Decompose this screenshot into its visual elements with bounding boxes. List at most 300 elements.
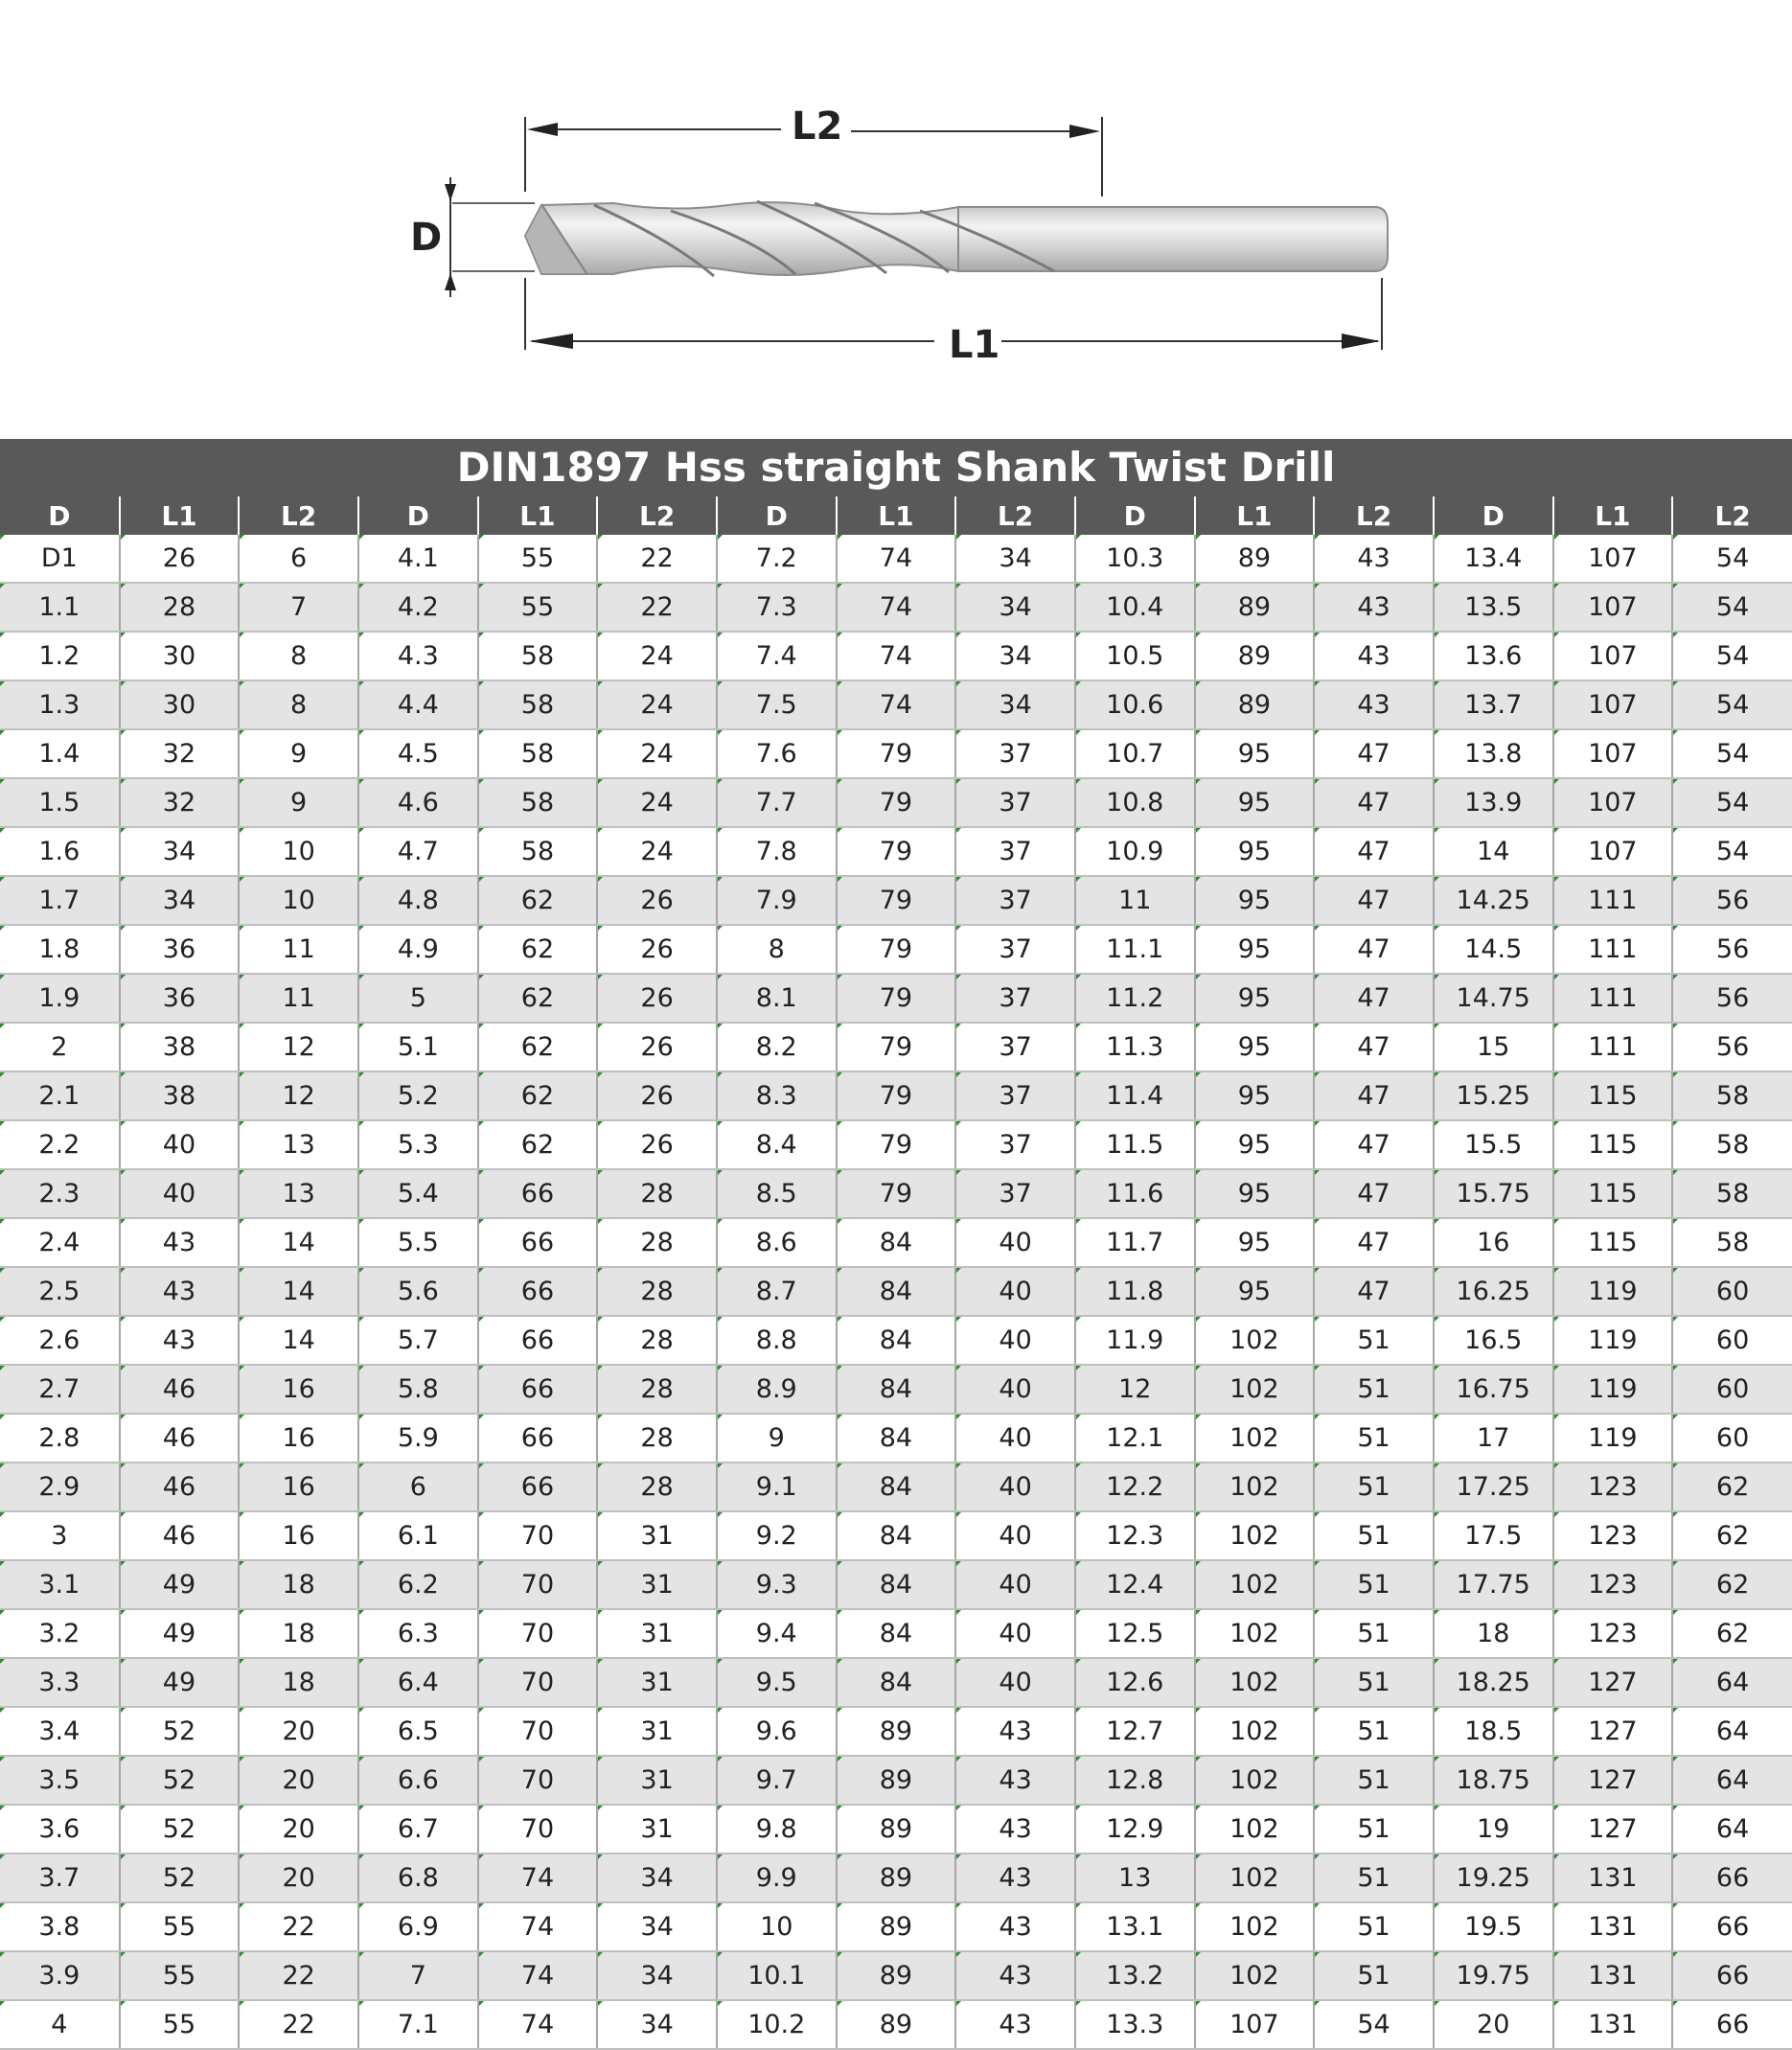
table-cell: 15 xyxy=(1434,1023,1553,1071)
table-cell: 47 xyxy=(1314,729,1434,778)
table-cell: 14.5 xyxy=(1434,925,1553,974)
table-cell: 28 xyxy=(597,1414,717,1463)
table-cell: 5.3 xyxy=(358,1120,478,1169)
table-cell: 64 xyxy=(1672,1658,1792,1707)
table-cell: 13.3 xyxy=(1075,2000,1195,2049)
table-cell: 28 xyxy=(597,1267,717,1316)
table-cell: 34 xyxy=(597,1902,717,1951)
table-cell: 4.4 xyxy=(358,680,478,729)
table-cell: 7.3 xyxy=(717,583,837,632)
table-cell: 9.5 xyxy=(717,1658,837,1707)
table-cell: 51 xyxy=(1314,1707,1434,1756)
table-cell: 31 xyxy=(597,1707,717,1756)
table-cell: 43 xyxy=(955,1805,1075,1854)
table-cell: 79 xyxy=(837,1120,956,1169)
table-cell: 8.1 xyxy=(717,974,837,1023)
table-cell: 54 xyxy=(1672,680,1792,729)
table-row xyxy=(0,1414,1792,1463)
table-cell: 6.8 xyxy=(358,1854,478,1902)
table-cell: 102 xyxy=(1195,1805,1315,1854)
table-cell: 89 xyxy=(1195,583,1315,632)
table-cell: 58 xyxy=(478,632,598,680)
table-cell: 4 xyxy=(0,2000,120,2049)
table-cell: 62 xyxy=(478,925,598,974)
table-cell: 95 xyxy=(1195,1023,1315,1071)
table-cell: 51 xyxy=(1314,1805,1434,1854)
table-cell: 8.6 xyxy=(717,1218,837,1267)
table-cell: 107 xyxy=(1195,2000,1315,2049)
table-cell: 66 xyxy=(1672,1854,1792,1902)
table-row xyxy=(0,680,1792,729)
table-cell: 70 xyxy=(478,1560,598,1609)
table-cell: 49 xyxy=(120,1658,240,1707)
table-row xyxy=(0,1560,1792,1609)
column-header: L1 xyxy=(1195,496,1315,535)
table-cell: 37 xyxy=(955,827,1075,876)
table-cell: 79 xyxy=(837,1169,956,1218)
table-cell: 107 xyxy=(1553,680,1673,729)
table-title: DIN1897 Hss straight Shank Twist Drill xyxy=(0,439,1792,496)
table-cell: 58 xyxy=(478,680,598,729)
table-row xyxy=(0,1805,1792,1854)
table-cell: 11.7 xyxy=(1075,1218,1195,1267)
table-cell: 12.8 xyxy=(1075,1756,1195,1805)
table-cell: 107 xyxy=(1553,632,1673,680)
table-cell: 115 xyxy=(1553,1071,1673,1120)
table-cell: 62 xyxy=(478,1120,598,1169)
table-cell: 56 xyxy=(1672,1023,1792,1071)
table-row xyxy=(0,2000,1792,2049)
table-cell: 28 xyxy=(597,1316,717,1365)
table-cell: 43 xyxy=(955,1707,1075,1756)
table-cell: 123 xyxy=(1553,1511,1673,1560)
table-row xyxy=(0,729,1792,778)
table-cell: 64 xyxy=(1672,1707,1792,1756)
table-cell: 89 xyxy=(1195,632,1315,680)
table-cell: 19.25 xyxy=(1434,1854,1553,1902)
table-cell: 17.25 xyxy=(1434,1463,1553,1511)
table-cell: 79 xyxy=(837,729,956,778)
table-cell: 47 xyxy=(1314,778,1434,827)
table-cell: 19 xyxy=(1434,1805,1553,1854)
table-cell: 74 xyxy=(478,1951,598,2000)
column-header: D xyxy=(1075,496,1195,535)
table-cell: 127 xyxy=(1553,1707,1673,1756)
table-cell: 115 xyxy=(1553,1120,1673,1169)
table-cell: 40 xyxy=(120,1120,240,1169)
table-cell: 84 xyxy=(837,1267,956,1316)
table-cell: 74 xyxy=(837,632,956,680)
table-cell: 62 xyxy=(1672,1511,1792,1560)
table-cell: 95 xyxy=(1195,1267,1315,1316)
table-cell: 111 xyxy=(1553,876,1673,925)
table-cell: 24 xyxy=(597,778,717,827)
table-cell: 40 xyxy=(955,1463,1075,1511)
table-cell: 51 xyxy=(1314,1902,1434,1951)
table-row xyxy=(0,1316,1792,1365)
table-row xyxy=(0,1463,1792,1511)
table-cell: 32 xyxy=(120,778,240,827)
table-cell: 102 xyxy=(1195,1658,1315,1707)
table-cell: 70 xyxy=(478,1707,598,1756)
table-cell: 3 xyxy=(0,1511,120,1560)
table-cell: 24 xyxy=(597,729,717,778)
table-cell: 107 xyxy=(1553,827,1673,876)
table-cell: 31 xyxy=(597,1560,717,1609)
table-cell: 64 xyxy=(1672,1805,1792,1854)
table-cell: 70 xyxy=(478,1658,598,1707)
table-row xyxy=(0,632,1792,680)
table-cell: 60 xyxy=(1672,1316,1792,1365)
table-cell: 51 xyxy=(1314,1511,1434,1560)
table-cell: 40 xyxy=(955,1511,1075,1560)
table-cell: 31 xyxy=(597,1658,717,1707)
table-cell: 1.1 xyxy=(0,583,120,632)
table-cell: 2.2 xyxy=(0,1120,120,1169)
table-cell: 51 xyxy=(1314,1951,1434,2000)
table-cell: 9 xyxy=(717,1414,837,1463)
table-cell: 5.6 xyxy=(358,1267,478,1316)
table-cell: 12 xyxy=(239,1071,358,1120)
drill-size-table-section xyxy=(0,439,1792,2050)
table-cell: 2.8 xyxy=(0,1414,120,1463)
table-cell: 18 xyxy=(239,1609,358,1658)
table-cell: 51 xyxy=(1314,1658,1434,1707)
table-cell: 84 xyxy=(837,1365,956,1414)
table-cell: 70 xyxy=(478,1511,598,1560)
table-cell: 111 xyxy=(1553,974,1673,1023)
table-cell: 119 xyxy=(1553,1365,1673,1414)
table-cell: 2.7 xyxy=(0,1365,120,1414)
table-cell: 2.9 xyxy=(0,1463,120,1511)
table-cell: 56 xyxy=(1672,925,1792,974)
table-cell: 18 xyxy=(1434,1609,1553,1658)
column-header: D xyxy=(358,496,478,535)
table-cell: 11.5 xyxy=(1075,1120,1195,1169)
table-cell: 84 xyxy=(837,1218,956,1267)
table-cell: 4.6 xyxy=(358,778,478,827)
table-cell: 28 xyxy=(597,1463,717,1511)
table-cell: 62 xyxy=(478,1023,598,1071)
table-cell: 12 xyxy=(239,1023,358,1071)
table-cell: 28 xyxy=(597,1218,717,1267)
table-cell: 79 xyxy=(837,876,956,925)
table-cell: 20 xyxy=(239,1854,358,1902)
table-cell: 7 xyxy=(358,1951,478,2000)
table-cell: 55 xyxy=(120,2000,240,2049)
table-cell: 26 xyxy=(120,535,240,583)
table-cell: 37 xyxy=(955,1023,1075,1071)
table-cell: 52 xyxy=(120,1707,240,1756)
table-cell: 1.8 xyxy=(0,925,120,974)
table-cell: 8 xyxy=(717,925,837,974)
table-cell: 4.5 xyxy=(358,729,478,778)
table-cell: 24 xyxy=(597,827,717,876)
table-cell: 55 xyxy=(478,583,598,632)
table-cell: 43 xyxy=(1314,583,1434,632)
table-cell: 58 xyxy=(478,778,598,827)
table-row xyxy=(0,535,1792,583)
table-cell: 14 xyxy=(239,1267,358,1316)
table-cell: 1.5 xyxy=(0,778,120,827)
table-cell: 66 xyxy=(1672,2000,1792,2049)
table-cell: 46 xyxy=(120,1511,240,1560)
table-cell: 7.9 xyxy=(717,876,837,925)
table-cell: 10.9 xyxy=(1075,827,1195,876)
table-cell: 24 xyxy=(597,632,717,680)
table-cell: 3.9 xyxy=(0,1951,120,2000)
table-cell: 16 xyxy=(1434,1218,1553,1267)
table-cell: 89 xyxy=(1195,680,1315,729)
table-cell: 8.5 xyxy=(717,1169,837,1218)
table-cell: 111 xyxy=(1553,1023,1673,1071)
table-cell: 11.8 xyxy=(1075,1267,1195,1316)
table-cell: 49 xyxy=(120,1609,240,1658)
table-cell: 20 xyxy=(239,1805,358,1854)
table-cell: 22 xyxy=(239,1902,358,1951)
table-cell: 119 xyxy=(1553,1267,1673,1316)
drill-size-table xyxy=(0,496,1792,2050)
table-cell: 51 xyxy=(1314,1414,1434,1463)
table-cell: 66 xyxy=(478,1267,598,1316)
table-cell: 31 xyxy=(597,1805,717,1854)
table-cell: 11 xyxy=(239,974,358,1023)
table-cell: 47 xyxy=(1314,1218,1434,1267)
table-cell: 127 xyxy=(1553,1805,1673,1854)
table-cell: 16.25 xyxy=(1434,1267,1553,1316)
table-row xyxy=(0,876,1792,925)
table-cell: 84 xyxy=(837,1414,956,1463)
table-cell: 6.5 xyxy=(358,1707,478,1756)
table-cell: 70 xyxy=(478,1756,598,1805)
table-cell: 54 xyxy=(1672,535,1792,583)
table-cell: 43 xyxy=(120,1218,240,1267)
table-cell: 54 xyxy=(1314,2000,1434,2049)
table-cell: 14 xyxy=(1434,827,1553,876)
table-cell: 2.5 xyxy=(0,1267,120,1316)
table-cell: 15.25 xyxy=(1434,1071,1553,1120)
table-cell: 8.7 xyxy=(717,1267,837,1316)
table-cell: 5.1 xyxy=(358,1023,478,1071)
table-cell: 34 xyxy=(597,2000,717,2049)
table-cell: 66 xyxy=(1672,1902,1792,1951)
table-row xyxy=(0,583,1792,632)
table-cell: 84 xyxy=(837,1609,956,1658)
table-cell: 1.9 xyxy=(0,974,120,1023)
table-cell: 14 xyxy=(239,1218,358,1267)
table-cell: 13.2 xyxy=(1075,1951,1195,2000)
table-cell: 16 xyxy=(239,1463,358,1511)
table-cell: 47 xyxy=(1314,925,1434,974)
table-cell: 123 xyxy=(1553,1560,1673,1609)
table-cell: 74 xyxy=(478,2000,598,2049)
table-cell: 13 xyxy=(239,1120,358,1169)
table-cell: 5 xyxy=(358,974,478,1023)
table-cell: 102 xyxy=(1195,1707,1315,1756)
table-cell: 18.75 xyxy=(1434,1756,1553,1805)
table-cell: 84 xyxy=(837,1463,956,1511)
table-cell: 51 xyxy=(1314,1560,1434,1609)
table-row xyxy=(0,1120,1792,1169)
table-cell: 58 xyxy=(1672,1120,1792,1169)
table-cell: 9.3 xyxy=(717,1560,837,1609)
table-cell: 52 xyxy=(120,1756,240,1805)
table-cell: 107 xyxy=(1553,778,1673,827)
table-cell: 37 xyxy=(955,729,1075,778)
table-cell: 37 xyxy=(955,974,1075,1023)
table-cell: 16.75 xyxy=(1434,1365,1553,1414)
table-cell: 13.4 xyxy=(1434,535,1553,583)
table-cell: 17.5 xyxy=(1434,1511,1553,1560)
table-cell: 102 xyxy=(1195,1511,1315,1560)
table-cell: 7.6 xyxy=(717,729,837,778)
table-cell: 37 xyxy=(955,925,1075,974)
table-cell: 127 xyxy=(1553,1756,1673,1805)
table-cell: 26 xyxy=(597,1023,717,1071)
table-cell: 89 xyxy=(1195,535,1315,583)
table-cell: 12.6 xyxy=(1075,1658,1195,1707)
table-cell: 62 xyxy=(1672,1560,1792,1609)
table-cell: 3.1 xyxy=(0,1560,120,1609)
table-cell: 26 xyxy=(597,1071,717,1120)
table-cell: 84 xyxy=(837,1658,956,1707)
table-cell: 10.6 xyxy=(1075,680,1195,729)
table-row xyxy=(0,1902,1792,1951)
table-cell: 102 xyxy=(1195,1365,1315,1414)
table-cell: 9.4 xyxy=(717,1609,837,1658)
table-cell: 47 xyxy=(1314,827,1434,876)
table-cell: 34 xyxy=(955,632,1075,680)
table-cell: 47 xyxy=(1314,1071,1434,1120)
table-cell: 131 xyxy=(1553,2000,1673,2049)
table-cell: 1.7 xyxy=(0,876,120,925)
table-row xyxy=(0,974,1792,1023)
table-cell: 66 xyxy=(1672,1951,1792,2000)
table-cell: 54 xyxy=(1672,632,1792,680)
table-cell: 119 xyxy=(1553,1316,1673,1365)
table-cell: 89 xyxy=(837,1805,956,1854)
table-cell: 31 xyxy=(597,1756,717,1805)
table-cell: 66 xyxy=(478,1316,598,1365)
table-cell: 9.1 xyxy=(717,1463,837,1511)
table-cell: 55 xyxy=(120,1951,240,2000)
table-cell: 2.3 xyxy=(0,1169,120,1218)
table-cell: 8.3 xyxy=(717,1071,837,1120)
table-cell: 40 xyxy=(120,1169,240,1218)
table-cell: 4.3 xyxy=(358,632,478,680)
table-cell: 10.3 xyxy=(1075,535,1195,583)
table-cell: 95 xyxy=(1195,1120,1315,1169)
table-cell: 34 xyxy=(597,1951,717,2000)
table-cell: 15.5 xyxy=(1434,1120,1553,1169)
table-cell: 51 xyxy=(1314,1365,1434,1414)
table-cell: 12.1 xyxy=(1075,1414,1195,1463)
table-cell: 6.1 xyxy=(358,1511,478,1560)
table-cell: 12.2 xyxy=(1075,1463,1195,1511)
table-row xyxy=(0,1071,1792,1120)
table-cell: 58 xyxy=(1672,1169,1792,1218)
table-cell: 3.6 xyxy=(0,1805,120,1854)
table-cell: D1 xyxy=(0,535,120,583)
table-cell: 37 xyxy=(955,1071,1075,1120)
table-cell: 123 xyxy=(1553,1463,1673,1511)
table-cell: 60 xyxy=(1672,1267,1792,1316)
table-cell: 37 xyxy=(955,1120,1075,1169)
column-header: L1 xyxy=(837,496,956,535)
header-row xyxy=(0,496,1792,535)
table-row xyxy=(0,827,1792,876)
table-cell: 111 xyxy=(1553,925,1673,974)
table-cell: 62 xyxy=(478,1071,598,1120)
table-cell: 6 xyxy=(358,1463,478,1511)
table-row xyxy=(0,925,1792,974)
table-cell: 9.8 xyxy=(717,1805,837,1854)
table-cell: 102 xyxy=(1195,1316,1315,1365)
table-row xyxy=(0,1169,1792,1218)
table-row xyxy=(0,1023,1792,1071)
column-header: D xyxy=(0,496,120,535)
table-cell: 6.2 xyxy=(358,1560,478,1609)
table-row xyxy=(0,1365,1792,1414)
table-cell: 38 xyxy=(120,1023,240,1071)
column-header: L2 xyxy=(239,496,358,535)
table-cell: 13 xyxy=(239,1169,358,1218)
table-cell: 28 xyxy=(597,1365,717,1414)
table-cell: 10.7 xyxy=(1075,729,1195,778)
table-cell: 107 xyxy=(1553,729,1673,778)
table-row xyxy=(0,1658,1792,1707)
table-cell: 51 xyxy=(1314,1316,1434,1365)
table-cell: 4.8 xyxy=(358,876,478,925)
table-cell: 43 xyxy=(1314,632,1434,680)
table-cell: 12.7 xyxy=(1075,1707,1195,1756)
table-row xyxy=(0,1267,1792,1316)
table-row xyxy=(0,1609,1792,1658)
table-cell: 46 xyxy=(120,1365,240,1414)
table-cell: 58 xyxy=(1672,1071,1792,1120)
table-cell: 43 xyxy=(955,1756,1075,1805)
table-cell: 51 xyxy=(1314,1854,1434,1902)
table-cell: 14.25 xyxy=(1434,876,1553,925)
table-cell: 40 xyxy=(955,1267,1075,1316)
table-cell: 4.9 xyxy=(358,925,478,974)
table-cell: 95 xyxy=(1195,1071,1315,1120)
table-cell: 7.7 xyxy=(717,778,837,827)
table-cell: 3.7 xyxy=(0,1854,120,1902)
table-cell: 10 xyxy=(239,876,358,925)
table-cell: 66 xyxy=(478,1169,598,1218)
table-cell: 4.7 xyxy=(358,827,478,876)
column-header: L1 xyxy=(1553,496,1673,535)
table-cell: 15.75 xyxy=(1434,1169,1553,1218)
l1-label: L1 xyxy=(949,323,1000,367)
table-cell: 9.6 xyxy=(717,1707,837,1756)
table-cell: 84 xyxy=(837,1316,956,1365)
table-cell: 62 xyxy=(478,974,598,1023)
table-cell: 6.9 xyxy=(358,1902,478,1951)
table-row xyxy=(0,1511,1792,1560)
table-cell: 51 xyxy=(1314,1609,1434,1658)
table-cell: 12 xyxy=(1075,1365,1195,1414)
table-cell: 7 xyxy=(239,583,358,632)
table-cell: 89 xyxy=(837,1707,956,1756)
table-cell: 26 xyxy=(597,974,717,1023)
table-cell: 127 xyxy=(1553,1658,1673,1707)
table-cell: 36 xyxy=(120,925,240,974)
table-cell: 95 xyxy=(1195,827,1315,876)
table-cell: 95 xyxy=(1195,729,1315,778)
table-cell: 123 xyxy=(1553,1609,1673,1658)
